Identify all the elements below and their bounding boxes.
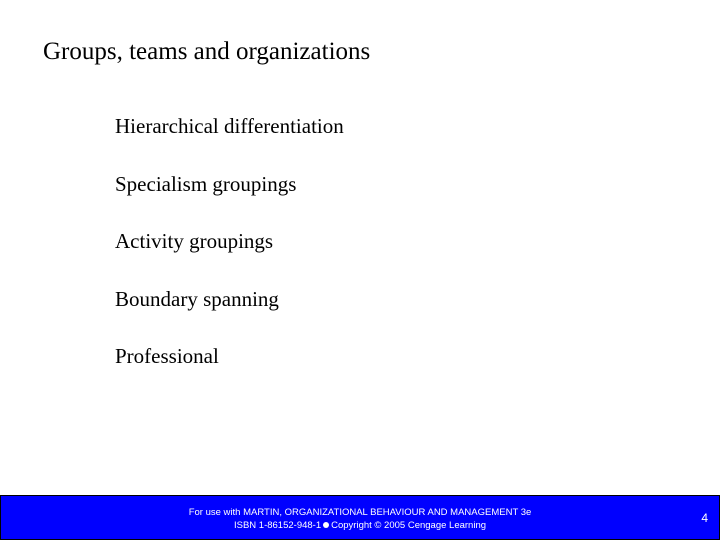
page-number: 4 [701,511,708,525]
footer-bar [0,495,720,540]
bullet-item-boundary-spanning: Boundary spanning [115,286,279,311]
footer-copyright: Copyright © 2005 Cengage Learning [331,519,487,531]
footer-publication-line [1,520,719,533]
bullet-item-specialism-groupings: Specialism groupings [115,171,297,196]
bullet-dot-icon [323,522,329,528]
footer-book-reference: For use with MARTIN, ORGANIZATIONAL BEHAVIOUR AND MANAGEMENT 3e [188,507,532,518]
bullet-item-professional: Professional [115,344,219,368]
bullet-item-activity-groupings: Activity groupings [115,229,274,253]
slide-title: Groups, teams and organizations [43,38,371,65]
footer-text [1,507,719,532]
bullet-item-hierarchical-differentiation: Hierarchical differentiation [115,114,344,138]
footer-isbn: ISBN 1-86152-948-1 [233,519,322,531]
bullet-list [115,111,344,399]
